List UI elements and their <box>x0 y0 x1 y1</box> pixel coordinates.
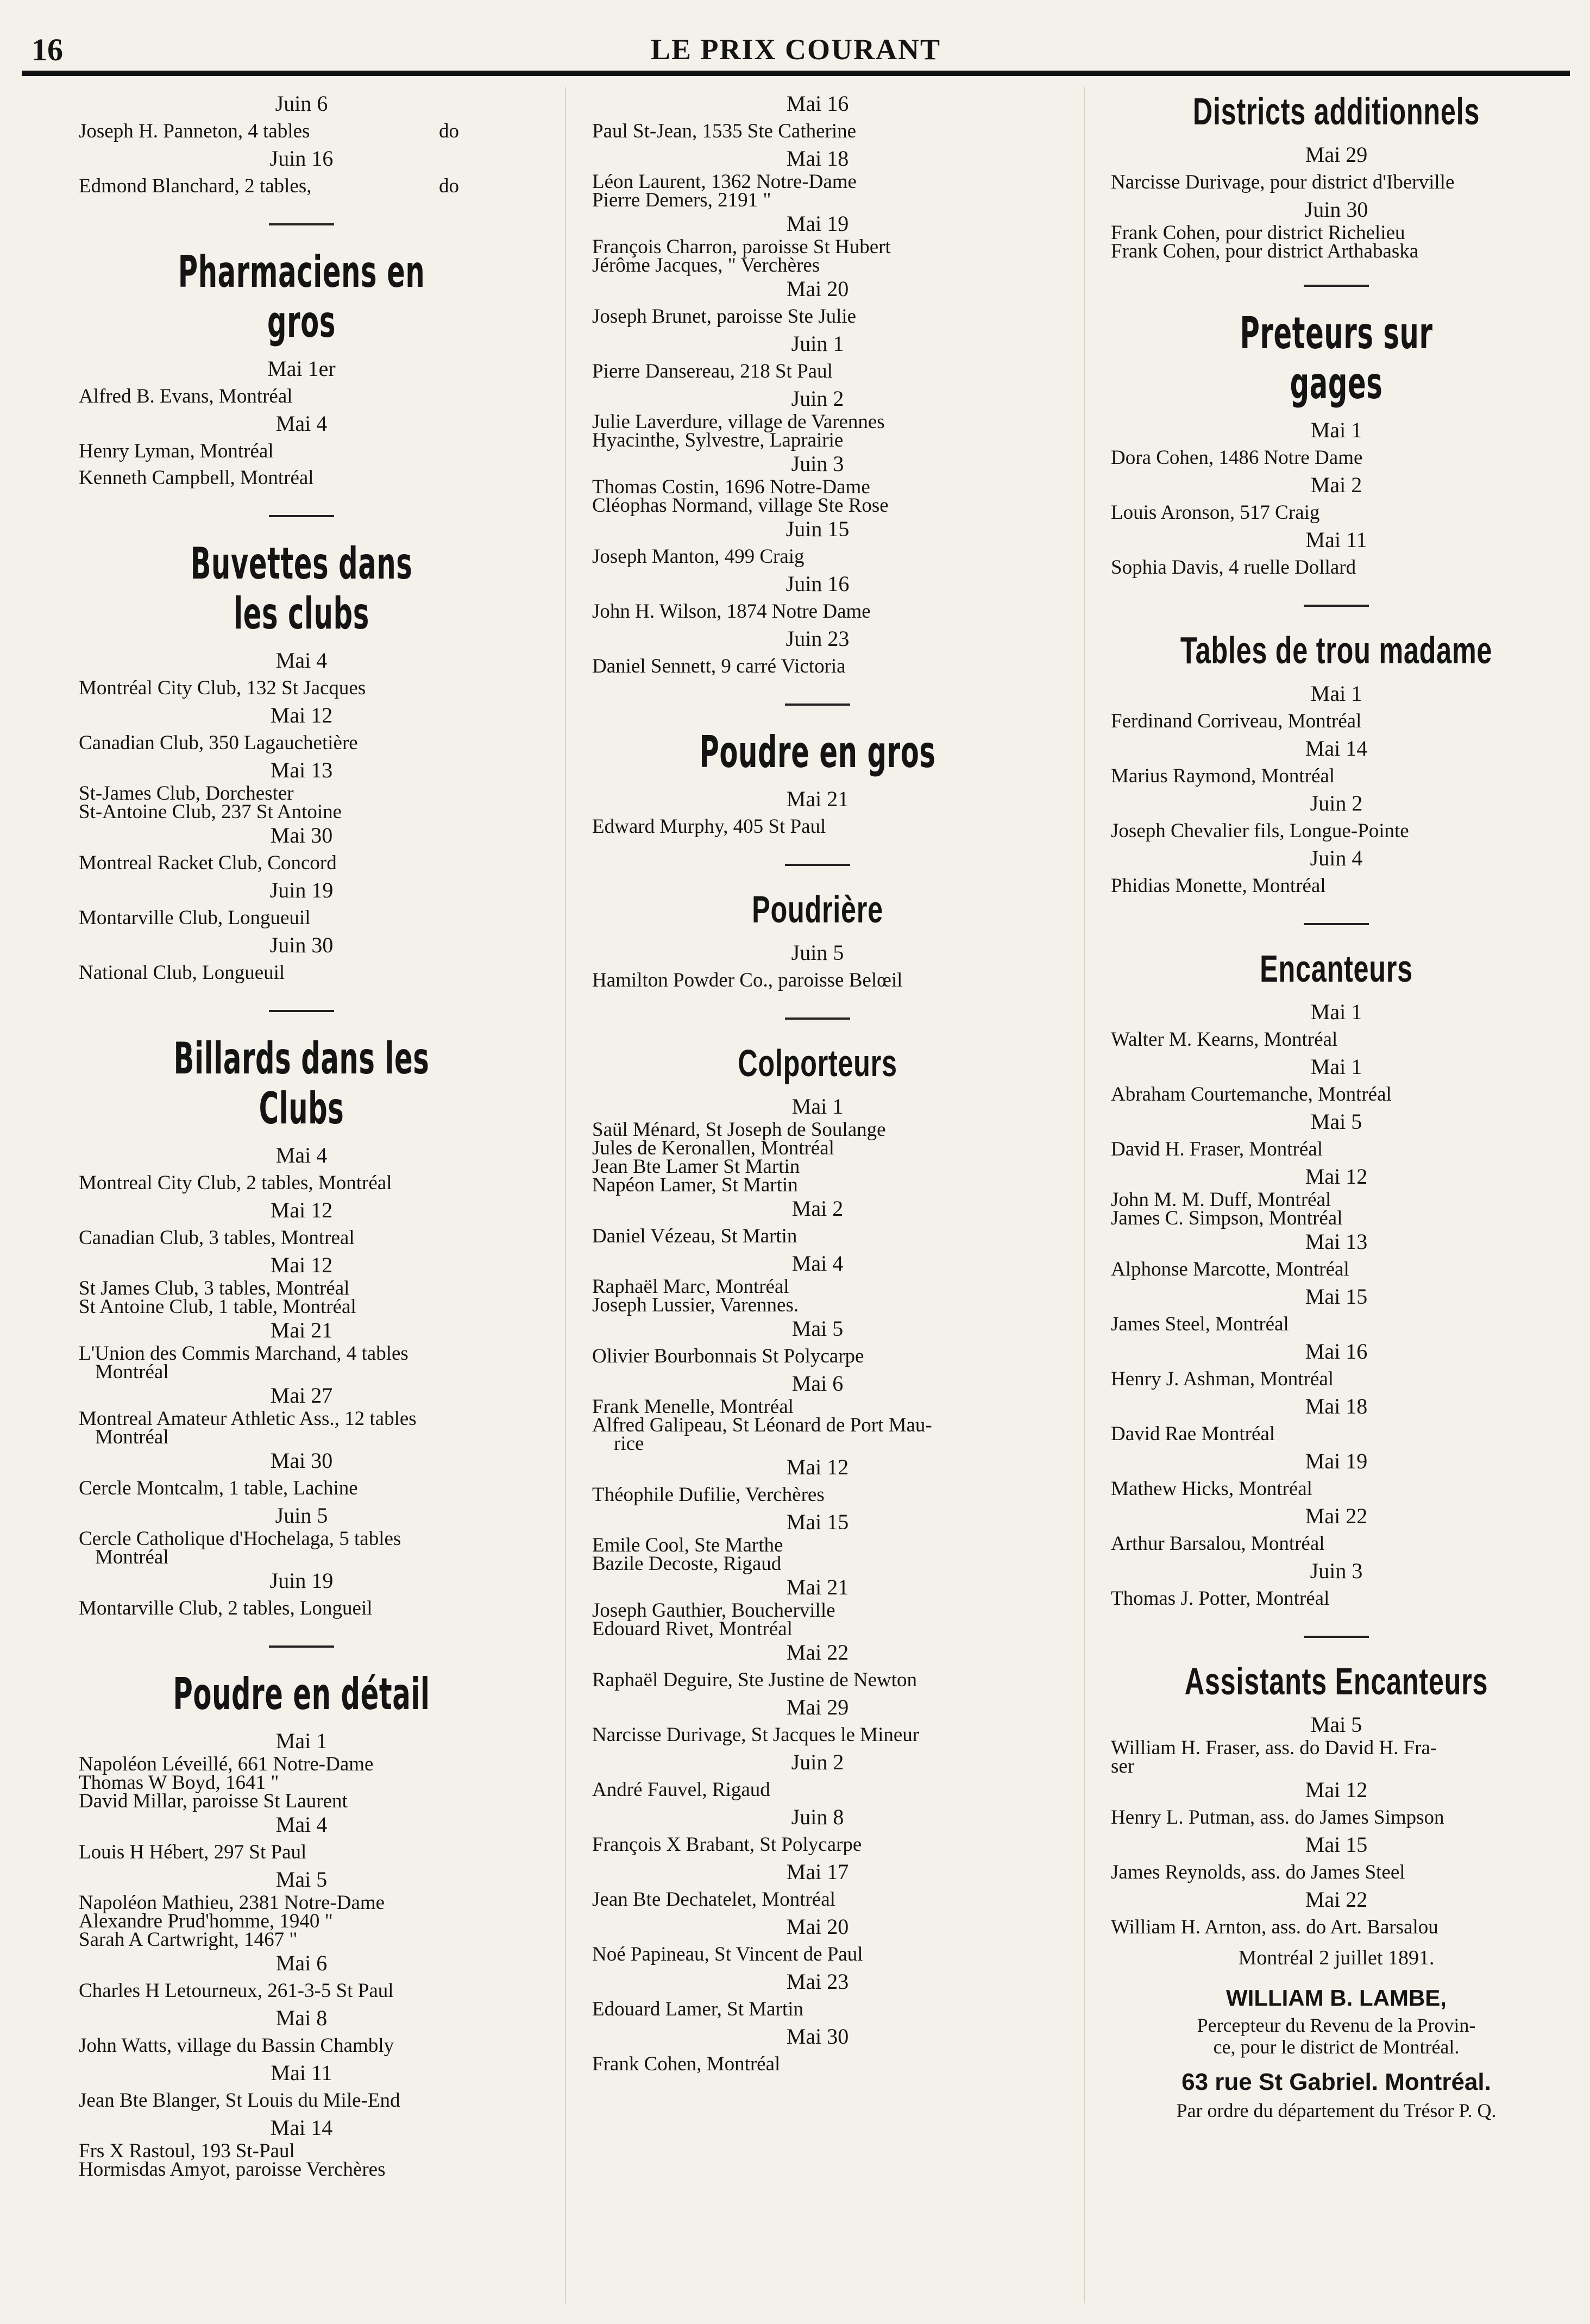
list-item: Jean Bte Blanger, St Louis du Mile-End <box>79 2089 400 2112</box>
date-label: Mai 1 <box>1310 681 1362 706</box>
date-label: Mai 22 <box>1305 1887 1368 1912</box>
list-item: David H. Fraser, Montréal <box>1111 1138 1323 1160</box>
date-label: Juin 4 <box>1310 846 1363 870</box>
list-item: Saül Ménard, St Joseph de Soulange <box>592 1119 886 1141</box>
page-header <box>22 22 1570 76</box>
date-label: Mai 21 <box>270 1318 333 1342</box>
list-item: Alexandre Prud'homme, 1940 " <box>79 1910 333 1932</box>
list-item: Sophia Davis, 4 ruelle Dollard <box>1111 556 1356 579</box>
list-item: Cercle Montcalm, 1 table, Lachine <box>79 1477 358 1499</box>
date-label: Mai 12 <box>270 703 333 727</box>
date-label: Mai 8 <box>275 2006 328 2030</box>
list-item: Napoléon Mathieu, 2381 Notre-Dame <box>79 1892 385 1914</box>
list-item: Julie Laverdure, village de Varennes <box>592 411 885 433</box>
section-trou-madame <box>1111 680 1562 899</box>
list-item: Edouard Rivet, Montréal <box>592 1618 793 1640</box>
list-item: Frs X Rastoul, 193 St-Paul <box>79 2140 295 2162</box>
list-item: Henry J. Ashman, Montréal <box>1111 1368 1334 1390</box>
list-item: Marius Raymond, Montréal <box>1111 765 1335 787</box>
column-right <box>1111 90 1562 2122</box>
section-title-billards: Billards dans les Clubs <box>173 1033 430 1134</box>
date-label: Mai 21 <box>786 787 849 811</box>
list-item: Alfred B. Evans, Montréal <box>79 385 293 407</box>
date-label: Mai 19 <box>786 211 849 236</box>
list-item: Léon Laurent, 1362 Notre-Dame <box>592 171 857 193</box>
section-title-poudriere: Poudrière <box>752 888 883 931</box>
list-item: David Millar, paroisse St Laurent <box>79 1790 348 1812</box>
section-title-districts: Districts additionnels <box>1192 90 1480 133</box>
list-item: Thomas Costin, 1696 Notre-Dame <box>592 476 870 498</box>
list-item: William H. Fraser, ass. do David H. Fra- <box>1111 1737 1437 1759</box>
section-assistants <box>1111 1711 1562 1940</box>
list-item: Montreal City Club, 2 tables, Montréal <box>79 1172 392 1194</box>
date-label: Mai 4 <box>791 1251 844 1276</box>
list-item: William H. Arnton, ass. do Art. Barsalou <box>1111 1916 1438 1938</box>
date-label: Mai 4 <box>275 648 328 673</box>
list-item: François X Brabant, St Polycarpe <box>592 1833 862 1856</box>
date-label: Juin 16 <box>269 146 334 171</box>
date-label: Mai 19 <box>1305 1449 1368 1473</box>
list-item: Montreal Amateur Athletic Ass., 12 tables <box>79 1408 417 1430</box>
date-label: Mai 18 <box>786 146 849 171</box>
list-item: L'Union des Commis Marchand, 4 tables <box>79 1342 409 1365</box>
list-item: Daniel Sennett, 9 carré Victoria <box>592 655 846 677</box>
list-item: Dora Cohen, 1486 Notre Dame <box>1111 447 1363 469</box>
date-label: Mai 18 <box>1305 1394 1368 1418</box>
list-item: Canadian Club, 350 Lagauchetière <box>79 732 358 754</box>
list-item: Thomas W Boyd, 1641 " <box>79 1772 279 1794</box>
date-label: Mai 29 <box>1305 142 1368 167</box>
date-label: Mai 20 <box>786 277 849 301</box>
section-title-trou-madame: Tables de trou madame <box>1180 629 1493 671</box>
list-item: Raphaël Marc, Montréal <box>592 1276 789 1298</box>
section-rule <box>269 223 334 225</box>
notice-date: Montréal 2 juillet 1891. <box>1238 1946 1435 1969</box>
date-label: Mai 5 <box>1310 1109 1362 1134</box>
list-item: Montréal <box>95 1426 169 1448</box>
date-label: Juin 30 <box>269 933 334 957</box>
list-item: Jérôme Jacques, " Verchères <box>592 254 820 277</box>
column-divider <box>565 87 566 2303</box>
list-item: Raphaël Deguire, Ste Justine de Newton <box>592 1669 917 1691</box>
date-label: Juin 8 <box>791 1805 844 1829</box>
section-poudriere <box>592 939 1043 994</box>
list-item: Cléophas Normand, village Ste Rose <box>592 494 889 517</box>
list-item: Louis H Hébert, 297 St Paul <box>79 1841 307 1863</box>
list-item: rice <box>614 1433 644 1455</box>
list-item: Montréal <box>95 1361 169 1383</box>
list-item: Théophile Dufilie, Verchères <box>592 1484 825 1506</box>
date-label: Mai 2 <box>791 1196 844 1221</box>
section-rule <box>269 1010 334 1012</box>
list-item: Pierre Dansereau, 218 St Paul <box>592 360 833 382</box>
list-item: Montréal City Club, 132 St Jacques <box>79 677 366 699</box>
list-item: Montréal <box>95 1546 169 1568</box>
list-item: François Charron, paroisse St Hubert <box>592 236 891 258</box>
date-label: Mai 11 <box>271 2061 332 2085</box>
date-label: Mai 1 <box>1310 1000 1362 1024</box>
signatory-role: ce, pour le district de Montréal. <box>1213 2036 1460 2058</box>
list-item: Arthur Barsalou, Montréal <box>1111 1532 1325 1555</box>
list-item: Henry L. Putman, ass. do James Simpson <box>1111 1806 1444 1829</box>
list-item: James Reynolds, ass. do James Steel <box>1111 1861 1405 1883</box>
date-label: Mai 27 <box>270 1383 333 1408</box>
signatory-address: 63 rue St Gabriel. Montréal. <box>1181 2069 1491 2095</box>
list-item: Montreal Racket Club, Concord <box>79 852 337 874</box>
date-label: Mai 1 <box>1310 418 1362 442</box>
date-label: Mai 22 <box>1305 1504 1368 1528</box>
date-label: Juin 19 <box>269 1568 334 1593</box>
date-label: Juin 3 <box>1310 1559 1363 1583</box>
list-item: Jules de Keronallen, Montréal <box>592 1137 834 1159</box>
list-item: St Antoine Club, 1 table, Montréal <box>79 1296 356 1318</box>
date-label: Juin 30 <box>1304 197 1368 222</box>
date-label: Mai 2 <box>1310 473 1362 497</box>
date-label: Juin 23 <box>785 626 850 651</box>
list-item: Louis Aronson, 517 Craig <box>1111 501 1320 524</box>
date-label: Mai 1 <box>791 1094 844 1119</box>
section-rule <box>785 1017 850 1020</box>
date-label: Mai 1er <box>267 356 336 381</box>
section-poudre-gros <box>592 785 1043 840</box>
section-buvettes <box>79 646 524 986</box>
list-item: John H. Wilson, 1874 Notre Dame <box>592 600 871 623</box>
section-rule <box>1304 605 1369 607</box>
list-item: Walter M. Kearns, Montréal <box>1111 1028 1338 1051</box>
section-continued <box>592 90 1043 680</box>
date-label: Mai 6 <box>275 1951 328 1975</box>
list-item: Frank Cohen, pour district Arthabaska <box>1111 240 1419 262</box>
section-colporteurs <box>592 1092 1043 2077</box>
list-item: Montarville Club, 2 tables, Longueil <box>79 1597 373 1619</box>
list-item: Napéon Lamer, St Martin <box>592 1174 798 1196</box>
section-encanteurs <box>1111 998 1562 1612</box>
date-label: Mai 22 <box>786 1640 849 1665</box>
section-rule <box>1304 1636 1369 1638</box>
list-item: Edouard Lamer, St Martin <box>592 1998 803 2020</box>
date-label: Mai 30 <box>786 2024 849 2049</box>
date-label: Mai 5 <box>791 1316 844 1341</box>
date-label: Mai 1 <box>275 1729 328 1753</box>
date-label: Mai 6 <box>791 1371 844 1396</box>
date-label: Juin 2 <box>1310 791 1363 815</box>
date-label: Mai 21 <box>786 1575 849 1599</box>
date-label: Mai 1 <box>1310 1054 1362 1079</box>
date-label: Mai 29 <box>786 1695 849 1719</box>
list-item: National Club, Longueuil <box>79 962 285 984</box>
list-item: Alfred Galipeau, St Léonard de Port Mau- <box>592 1414 932 1436</box>
date-label: Mai 5 <box>275 1867 328 1892</box>
list-item: Frank Cohen, pour district Richelieu <box>1111 222 1405 244</box>
list-item: Phidias Monette, Montréal <box>1111 875 1326 897</box>
list-item: Edmond Blanchard, 2 tables, do <box>79 175 459 197</box>
date-label: Juin 2 <box>791 1750 844 1774</box>
order-line: Par ordre du département du Trésor P. Q. <box>1176 2100 1497 2121</box>
date-label: Mai 13 <box>1305 1229 1368 1254</box>
list-item: Alphonse Marcotte, Montréal <box>1111 1258 1349 1280</box>
list-item: Emile Cool, Ste Marthe <box>592 1534 783 1556</box>
date-label: Mai 11 <box>1305 527 1367 552</box>
date-label: Mai 16 <box>1305 1339 1368 1364</box>
list-item: Joseph Manton, 499 Craig <box>592 545 805 568</box>
list-item: Jean Bte Lamer St Martin <box>592 1155 800 1178</box>
date-label: Juin 19 <box>269 878 334 902</box>
date-label: Juin 16 <box>785 571 850 596</box>
list-item: St-James Club, Dorchester <box>79 782 294 805</box>
list-item: Joseph Lussier, Varennes. <box>592 1294 799 1316</box>
list-item: Narcisse Durivage, St Jacques le Mineur <box>592 1724 920 1746</box>
list-item: Joseph H. Panneton, 4 tables do <box>79 120 459 142</box>
section-poudre-detail <box>79 1727 524 2179</box>
list-item: Hyacinthe, Sylvestre, Laprairie <box>592 429 844 451</box>
list-item: Pierre Demers, 2191 " <box>592 189 771 211</box>
date-label: Mai 12 <box>270 1198 333 1222</box>
section-title-assistants: Assistants Encanteurs <box>1184 1660 1488 1703</box>
list-item: St-Antoine Club, 237 St Antoine <box>79 801 342 823</box>
date-label: Juin 1 <box>791 331 844 356</box>
list-item: Joseph Brunet, paroisse Ste Julie <box>592 305 857 328</box>
date-label: Mai 12 <box>1305 1777 1368 1802</box>
list-item: Thomas J. Potter, Montréal <box>1111 1587 1330 1610</box>
list-item: Frank Menelle, Montréal <box>592 1396 794 1418</box>
list-item: Paul St-Jean, 1535 Ste Catherine <box>592 120 857 142</box>
list-item: Kenneth Campbell, Montréal <box>79 467 314 489</box>
date-label: Mai 17 <box>786 1860 849 1884</box>
list-item: John M. M. Duff, Montréal <box>1111 1189 1331 1211</box>
section-rule <box>785 704 850 706</box>
list-item: St James Club, 3 tables, Montréal <box>79 1277 350 1299</box>
date-label: Juin 5 <box>791 940 844 965</box>
date-label: Juin 2 <box>791 386 844 411</box>
date-label: Mai 12 <box>786 1455 849 1479</box>
list-item: Henry Lyman, Montréal <box>79 440 274 462</box>
list-item: Montarville Club, Longueuil <box>79 907 311 929</box>
list-item: Olivier Bourbonnais St Polycarpe <box>592 1345 864 1367</box>
date-label: Mai 16 <box>786 91 849 116</box>
date-label: Mai 15 <box>786 1510 849 1534</box>
date-label: Mai 5 <box>1310 1712 1362 1737</box>
list-item: Daniel Vézeau, St Martin <box>592 1225 797 1247</box>
list-item: Charles H Letourneux, 261-3-5 St Paul <box>79 1980 394 2002</box>
section-title-preteurs: Preteurs sur gages <box>1240 308 1433 409</box>
signatory-name: WILLIAM B. LAMBE, <box>1226 1985 1447 2011</box>
date-label: Mai 20 <box>786 1914 849 1939</box>
section-rule <box>1304 285 1369 287</box>
list-item: Joseph Gauthier, Boucherville <box>592 1599 835 1622</box>
section-title-pharmaciens: Pharmaciens en gros <box>178 247 425 347</box>
list-item: Joseph Chevalier fils, Longue-Pointe <box>1111 820 1409 842</box>
list-item: James Steel, Montréal <box>1111 1313 1289 1335</box>
section-rule <box>785 864 850 866</box>
list-item: Cercle Catholique d'Hochelaga, 5 tables <box>79 1528 401 1550</box>
list-item: David Rae Montréal <box>1111 1423 1275 1445</box>
date-label: Mai 14 <box>1305 736 1368 761</box>
date-label: Mai 23 <box>786 1969 849 1994</box>
list-item: Noé Papineau, St Vincent de Paul <box>592 1943 863 1965</box>
date-label: Juin 15 <box>785 517 850 541</box>
section-title-poudre-gros: Poudre en gros <box>699 727 936 777</box>
date-label: Juin 6 <box>275 91 328 116</box>
list-item: Jean Bte Dechatelet, Montréal <box>592 1888 835 1911</box>
section-title-poudre-detail: Poudre en détail <box>173 1669 430 1719</box>
list-item: Bazile Decoste, Rigaud <box>592 1553 782 1575</box>
list-item: Narcisse Durivage, pour district d'Iberville <box>1111 171 1455 193</box>
list-item: Frank Cohen, Montréal <box>592 2053 781 2075</box>
section-rule <box>1304 923 1369 925</box>
list-item: Edward Murphy, 405 St Paul <box>592 815 826 838</box>
date-label: Mai 13 <box>270 758 333 782</box>
list-item: Napoléon Léveillé, 661 Notre-Dame <box>79 1753 374 1775</box>
date-label: Mai 14 <box>270 2115 333 2140</box>
section-pharmaciens <box>79 355 524 491</box>
section-districts <box>1111 141 1562 261</box>
date-label: Mai 30 <box>270 823 333 847</box>
list-item: Abraham Courtemanche, Montréal <box>1111 1083 1392 1106</box>
date-label: Juin 3 <box>791 451 844 476</box>
signatory-role: Percepteur du Revenu de la Provin- <box>1197 2014 1476 2036</box>
column-middle <box>592 90 1043 2077</box>
list-item: Hamilton Powder Co., paroisse Belœil <box>592 969 903 991</box>
section-rule <box>269 1645 334 1648</box>
date-label: Mai 30 <box>270 1448 333 1473</box>
column-divider <box>1084 87 1085 2303</box>
list-item: André Fauvel, Rigaud <box>592 1779 770 1801</box>
section-title-colporteurs: Colporteurs <box>738 1042 897 1084</box>
list-item: ser <box>1111 1755 1135 1777</box>
date-label: Mai 4 <box>275 1143 328 1167</box>
list-item: Hormisdas Amyot, paroisse Verchères <box>79 2158 386 2181</box>
date-label: Mai 12 <box>1305 1164 1368 1189</box>
list-item: John Watts, village du Bassin Chambly <box>79 2034 394 2057</box>
page-number: 16 <box>32 32 63 67</box>
page-title: LE PRIX COURANT <box>650 33 941 66</box>
date-label: Mai 4 <box>275 411 328 436</box>
section-title-encanteurs: Encanteurs <box>1260 947 1413 990</box>
list-item: Canadian Club, 3 tables, Montreal <box>79 1227 355 1249</box>
column-left <box>79 90 524 2179</box>
list-item: Sarah A Cartwright, 1467 " <box>79 1929 298 1951</box>
date-label: Mai 12 <box>270 1253 333 1277</box>
list-item: James C. Simpson, Montréal <box>1111 1207 1343 1229</box>
section-preteurs <box>1111 416 1562 581</box>
section-title-buvettes: Buvettes dans les clubs <box>190 538 413 639</box>
date-label: Juin 5 <box>275 1503 328 1528</box>
date-label: Mai 4 <box>275 1812 328 1837</box>
section-billards <box>79 1141 524 1622</box>
section-rule <box>269 515 334 517</box>
list-item: Mathew Hicks, Montréal <box>1111 1478 1312 1500</box>
date-label: Mai 15 <box>1305 1832 1368 1857</box>
list-item: Ferdinand Corriveau, Montréal <box>1111 710 1362 732</box>
date-label: Mai 15 <box>1305 1284 1368 1309</box>
